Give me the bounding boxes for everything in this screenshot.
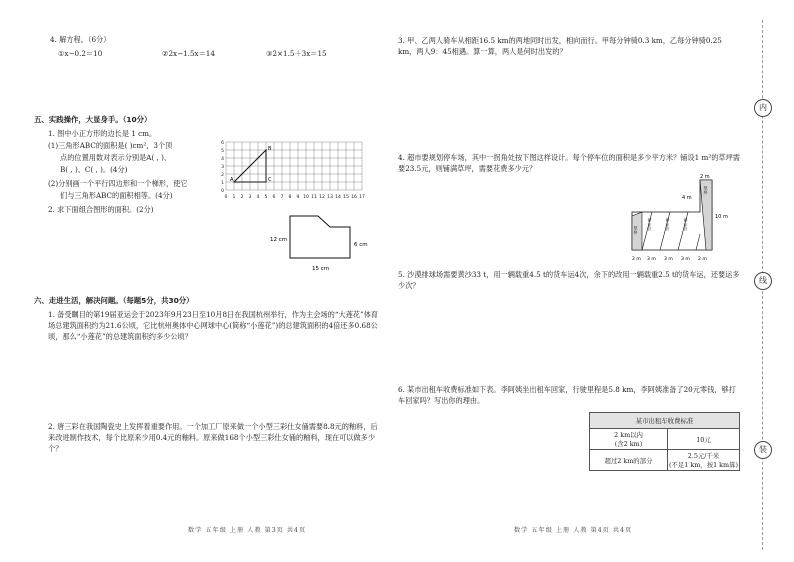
stall-label: 停车位 (665, 218, 671, 231)
dim-bottom-1: 2 m (632, 257, 641, 262)
equation-3: ③2×1.5＋3x＝15 (266, 49, 327, 58)
equation-2: ②2x−1.5x＝14 (162, 49, 215, 58)
grid-lines (226, 142, 362, 190)
x-label: 6 (272, 195, 276, 200)
q3-text: 3. 甲、乙两人骑车从相距16.5 km的两地同时出发，相向而行。甲每分钟骑0.3 km，乙每分钟骑0.25 km，两人9：45相遇。算一算，两人是何时出发的？ (398, 36, 722, 56)
s5-q1: 1. 图中小正方形的边长是 1 cm。 (48, 129, 157, 138)
x-label: 1 (232, 195, 236, 200)
x-label: 12 (319, 195, 325, 200)
x-label: 8 (288, 195, 292, 200)
right-footer: 数学 五年级 上册 人教 第4页 共4页 (514, 527, 633, 534)
equation-1: ①x−0.2＝10 (58, 49, 103, 58)
fare-row1-value: 10元 (668, 429, 740, 450)
q4-title: 4. 解方程。（6分） (50, 35, 111, 44)
q4-text: 4. 超市要规划停车场，其中一拐角处按下图这样设计。每个停车位的面积是多少平方米？铺设1 m²的草坪需要23.5元，则铺满草坪，需要花费多少元？ (398, 153, 740, 173)
dim-top: 2 m (700, 174, 710, 180)
dim-right-height: 10 m (715, 214, 728, 220)
x-label: 2 (240, 195, 244, 200)
x-label: 7 (280, 195, 284, 200)
x-label: 11 (311, 195, 317, 200)
s5-q1-2a: (2)分别画一个平行四边形和一个梯形，使它 (48, 179, 188, 188)
taxi-fare-table (589, 412, 740, 471)
x-axis-labels (225, 194, 365, 200)
y-axis-labels (221, 140, 224, 194)
section5-title: 五、实践操作，大显身手。（10分） (34, 115, 152, 124)
y-label: 5 (221, 149, 224, 154)
dim-bottom-2: 3 m (647, 257, 656, 262)
margin-mark: 装 (754, 441, 772, 459)
y-label: 0 (221, 189, 224, 194)
s5-q2: 2. 求下面组合图形的面积。(2分) (48, 205, 154, 214)
x-label: 10 (303, 195, 309, 200)
fare-row1-label-b: (含2 km) (614, 440, 643, 448)
section6-title: 六、走进生活，解决问题。（每题5分，共30分） (34, 296, 194, 305)
s6-q2: 2. 唐三彩在我国陶瓷史上发挥着重要作用。一个加工厂原来做一个小型三彩仕女俑需要8.8元的釉料，后来改进制作技术，每个比原来少用0.4元的釉料。原来做168个小型三彩仕女俑的釉料，现在可以做多少个？ (48, 422, 378, 453)
y-label: 1 (221, 181, 224, 186)
dim-bottom-5: 2 m (698, 257, 707, 262)
composite-outline (290, 216, 350, 258)
lawn-label: 草坪 (703, 186, 709, 195)
x-label: 16 (351, 195, 357, 200)
fare-row2-value (668, 450, 740, 471)
stall-divider (696, 234, 700, 250)
parking-outline (632, 180, 712, 250)
q5-text: 5. 沙漠排球场需要黄沙33 t，用一辆载重4.5 t的货车运4次，余下的改用一辆载重2.5 t的货车运，还要运多少次？ (398, 270, 740, 290)
x-label: 0 (224, 195, 228, 200)
fare-row2-label: 超过2 km的部分 (590, 450, 668, 471)
y-label: 2 (221, 173, 224, 178)
x-label: 3 (248, 195, 252, 200)
lawn-label: 草坪 (633, 226, 639, 235)
parking-figure (622, 172, 746, 268)
margin-mark: 内 (754, 99, 772, 117)
s5-q1-2b: 们与三角形ABC的面积相等。(4分) (60, 191, 173, 200)
dim-left-height: 4 m (682, 195, 692, 201)
fare-row2-value-a: 2.5元/千米 (687, 452, 720, 460)
q6-text: 6. 某市出租车收费标准如下表。李阿姨坐出租车回家，行驶里程是5.8 km，李阿姨准备了20元零钱，够打车回家吗？写出你的理由。 (398, 385, 736, 405)
y-label: 6 (221, 141, 224, 146)
coordinate-grid (218, 140, 374, 206)
y-label: 3 (221, 165, 224, 170)
fare-table-title: 某市出租车收费标准 (590, 413, 740, 429)
s5-q1-1b: 点的位置用数对表示分别是A( , )、 (60, 153, 172, 162)
fare-row1-label-a: 2 km以内 (614, 431, 643, 439)
dim-bottom: 15 cm (312, 266, 330, 272)
composite-shape (268, 212, 378, 274)
s5-q1-1a: (1)三角形ABC的面积是( )cm²，3个顶 (48, 141, 173, 150)
point-a-label: A (230, 177, 234, 183)
point-b-label: B (268, 146, 272, 152)
s6-q1: 1. 备受瞩目的第19届亚运会于2023年9月23日至10月8日在我国杭州举行，作为主会场的“大莲花”体育场总建筑面积约为21.6公顷，它比杭州奥体中心网球中心(简称“小莲花”)的总建筑面积的4倍还多0.68公顷，那么“小莲花”的总建筑面积约多少公顷？ (48, 310, 379, 341)
x-label: 13 (327, 195, 333, 200)
x-label: 5 (264, 195, 268, 200)
dim-bottom-4: 3 m (681, 257, 690, 262)
fare-row1-label (590, 429, 668, 450)
left-footer: 数学 五年级 上册 人教 第3页 共4页 (188, 527, 307, 534)
stall-label: 停车位 (683, 218, 689, 231)
x-label: 15 (343, 195, 349, 200)
fare-row2-value-b: (不足1 km，按1 km算) (669, 461, 738, 469)
x-label: 4 (256, 195, 260, 200)
dim-left: 12 cm (270, 237, 288, 243)
margin-mark: 线 (754, 272, 772, 290)
stall-label: 停车位 (647, 218, 653, 231)
x-label: 9 (296, 195, 300, 200)
dim-bottom-3: 3 m (664, 257, 673, 262)
s5-q1-1c: B( , )、C( , )。(4分) (60, 165, 128, 174)
dim-right: 6 cm (354, 242, 368, 248)
x-label: 17 (359, 195, 365, 200)
point-c-label: C (268, 177, 272, 183)
x-label: 14 (335, 195, 341, 200)
y-label: 4 (221, 157, 224, 162)
